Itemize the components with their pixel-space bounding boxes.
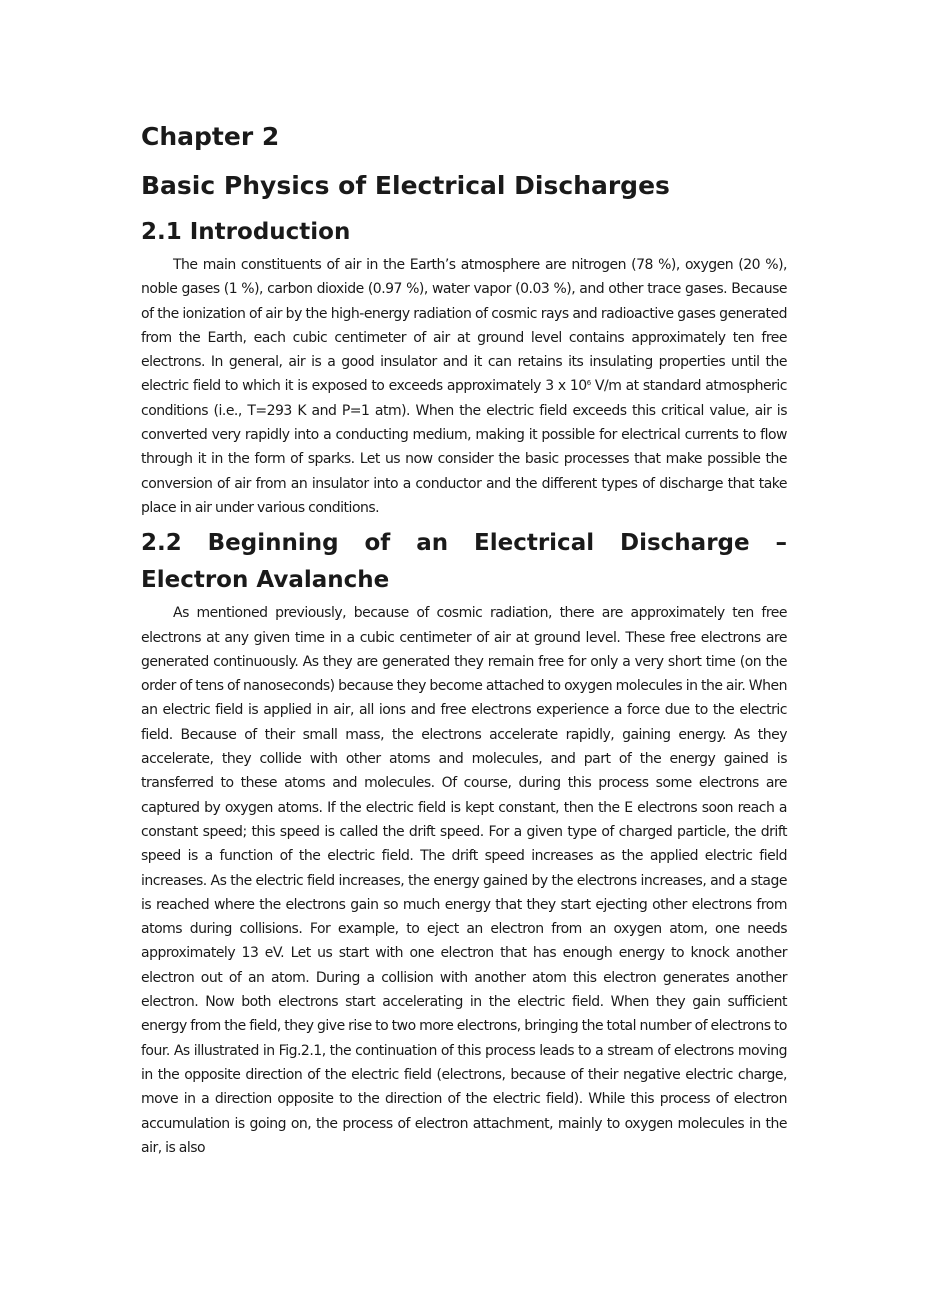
document-page [141, 120, 787, 1160]
introduction-text-part-1: The main constituents of air in the Earth’s atmosphere are nitrogen (78 %), oxygen (20 %), noble gases (1 %), carbon dioxide (0.97 %), water vapor (0.03 %), and other trace gases. Because of the ionization of air by the high-energy radiation of cosmic rays and radioactive gases generated from the Earth, each cubic centimeter of air at ground level contains approximately ten free electrons. In general, air is a good insulator and it can retains its insulating properties until the electric field to which it is exposed to exceeds approximately 3 x 10 [141, 257, 787, 395]
electron-avalanche-paragraph: As mentioned previously, because of cosmic radiation, there are approximately ten free electrons at any given time in a cubic centimeter of air at ground level. These free electrons are generated continuously. As they are generated they remain free for only a very short time (on the order of tens of nanoseconds) because they become attached to oxygen molecules in the air. When an electric field is applied in air, all ions and free electrons experience a force due to the electric field. Because of their small mass, the electrons accelerate rapidly, gaining energy. As they accelerate, they collide with other atoms and molecules, and part of the energy gained is transferred to these atoms and molecules. Of course, during this process some electrons are captured by oxygen atoms. If the electric field is kept constant, then the E electrons soon reach a constant speed; this speed is called the drift speed. For a given type of charged particle, the drift speed is a function of the electric field. The drift speed increases as the applied electric field increases. As the electric field increases, the energy gained by the electrons increases, and a stage is reached where the electrons gain so much energy that they start ejecting other electrons from atoms during collisions. For example, to eject an electron from an oxygen atom, one needs approximately 13 eV. Let us start with one electron that has enough energy to knock another electron out of an atom. During a collision with another atom this electron generates another electron. Now both electrons start accelerating in the electric field. When they gain sufficient energy from the field, they give rise to two more electrons, bringing the total number of electrons to four. As illustrated in Fig.2.1, the continuation of this process leads to a stream of electrons moving in the opposite direction of the electric field (electrons, because of their negative electric charge, move in a direction opposite to the direction of the electric field). While this process of electron accumulation is going on, the process of electron attachment, mainly to oxygen molecules in the air, is also [141, 605, 787, 1156]
section-heading-electron-avalanche: 2.2 Beginning of an Electrical Discharge – Electron Avalanche [141, 530, 787, 594]
chapter-label: Chapter 2 [141, 122, 280, 151]
chapter-title: Basic Physics of Electrical Discharges [141, 171, 670, 200]
field-exponent: 6 [586, 379, 591, 388]
introduction-text-part-2: V/m at standard atmospheric conditions (i.e., T=293 K and P=1 atm). When the electric field exceeds this critical value, air is converted very rapidly into a conducting medium, making it possible for electrical currents to flow through it in the form of sparks. Let us now consider the basic processes that make possible the conversion of air from an insulator into a conductor and the different types of discharge that take place in air under various conditions. [141, 378, 788, 516]
section-heading-introduction: 2.1 Introduction [141, 219, 351, 245]
introduction-paragraph [141, 253, 787, 520]
